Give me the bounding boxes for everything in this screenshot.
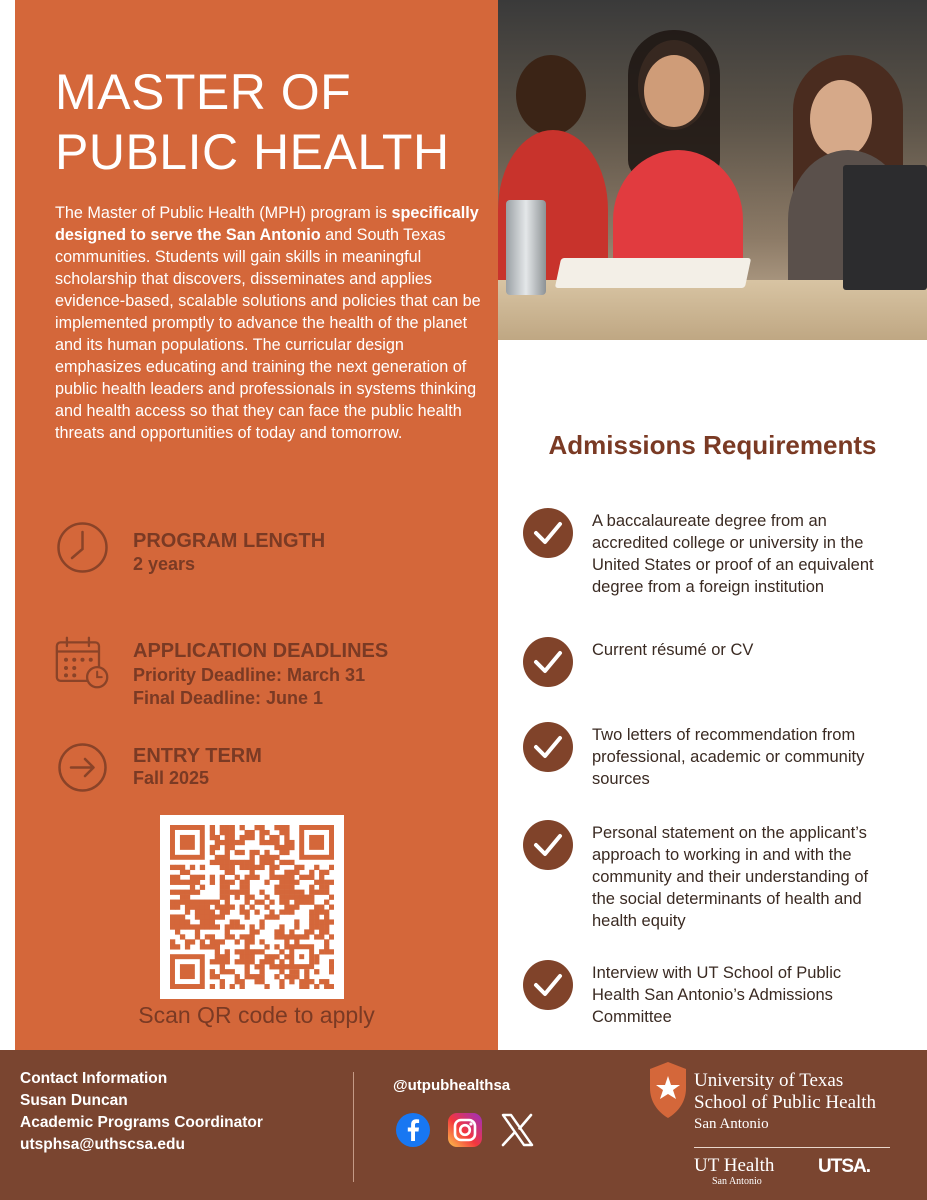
qr-caption: Scan QR code to apply — [138, 1002, 375, 1028]
requirement-item: Two letters of recommendation from professional, academic or community sources — [592, 726, 865, 788]
contact-heading: Contact Information — [20, 1070, 168, 1087]
intro-part-2: and South Texas communities. Students will gain skills in meaningful scholarship that discovers, disseminates and applies evidence-based, scalable solutions and policies that can be implemented promptly to advance the health of the planet and its human populations. The curricular design emphasizes educating and training the next generation of public health leaders and professionals in systems thinking and health access so that they can face the public health threats and opportunities of today and tomorrow. — [55, 226, 481, 442]
university-logo — [648, 1060, 898, 1190]
intro-emphasis: specifically designed to serve the San Antonio — [55, 204, 479, 244]
instagram-icon[interactable] — [447, 1112, 483, 1148]
intro-part-1: The Master of Public Health (MPH) program is — [55, 204, 392, 222]
facebook-icon[interactable] — [395, 1112, 431, 1148]
ut-health-sub: San Antonio — [712, 1176, 762, 1187]
check-icon — [523, 508, 573, 558]
entry-term-label: ENTRY TERM — [133, 745, 262, 767]
contact-name: Susan Duncan — [20, 1092, 128, 1109]
requirement-item: A baccalaureate degree from an accredited college or university in the United States or proof of an equivalent degree from a foreign institution — [592, 512, 874, 596]
entry-term-value: Fall 2025 — [133, 768, 210, 788]
check-icon — [523, 820, 573, 870]
program-length-value: 2 years — [133, 554, 196, 574]
requirement-item: Interview with UT School of Public Health San Antonio’s Admissions Committee — [592, 964, 842, 1026]
apply-qr-code[interactable] — [160, 815, 344, 999]
title-line-2: PUBLIC HEALTH — [55, 124, 450, 180]
check-icon — [523, 722, 573, 772]
students-photo — [498, 0, 927, 340]
contact-role: Academic Programs Coordinator — [20, 1114, 263, 1131]
ut-shield-icon — [648, 1060, 688, 1120]
check-icon — [523, 637, 573, 687]
footer — [0, 1050, 927, 1200]
title-line-1: MASTER OF — [55, 64, 352, 120]
utsa-logo: UTSA. — [818, 1156, 870, 1177]
arrow-right-icon — [55, 740, 110, 795]
requirement-item: Current résumé or CV — [592, 641, 754, 659]
requirement-item: Personal statement on the applicant’s approach to working in and with the community and their understanding of the social determinants of health and health equity — [592, 824, 869, 930]
check-icon — [523, 960, 573, 1010]
requirements-heading: Admissions Requirements — [548, 430, 877, 460]
logo-line-2: School of Public Health — [694, 1092, 877, 1113]
x-icon[interactable] — [499, 1112, 535, 1148]
logo-line-1: University of Texas — [694, 1070, 844, 1091]
program-length-label: PROGRAM LENGTH — [133, 530, 326, 552]
contact-block — [20, 1068, 263, 1156]
intro-paragraph — [55, 202, 485, 444]
logo-rule — [694, 1147, 890, 1148]
contact-email[interactable]: utsphsa@uthscsa.edu — [20, 1136, 185, 1153]
priority-deadline: Priority Deadline: March 31 — [133, 665, 366, 685]
footer-divider — [353, 1072, 354, 1182]
logo-line-3: San Antonio — [694, 1116, 769, 1132]
deadlines-label: APPLICATION DEADLINES — [133, 640, 389, 662]
social-handle[interactable]: @utpubhealthsa — [393, 1077, 511, 1094]
ut-health-logo: UT Health — [694, 1155, 775, 1176]
qr-code-pattern — [170, 825, 334, 989]
calendar-icon — [55, 635, 110, 690]
final-deadline: Final Deadline: June 1 — [133, 688, 324, 708]
page-title — [55, 62, 485, 182]
clock-icon — [55, 520, 110, 575]
